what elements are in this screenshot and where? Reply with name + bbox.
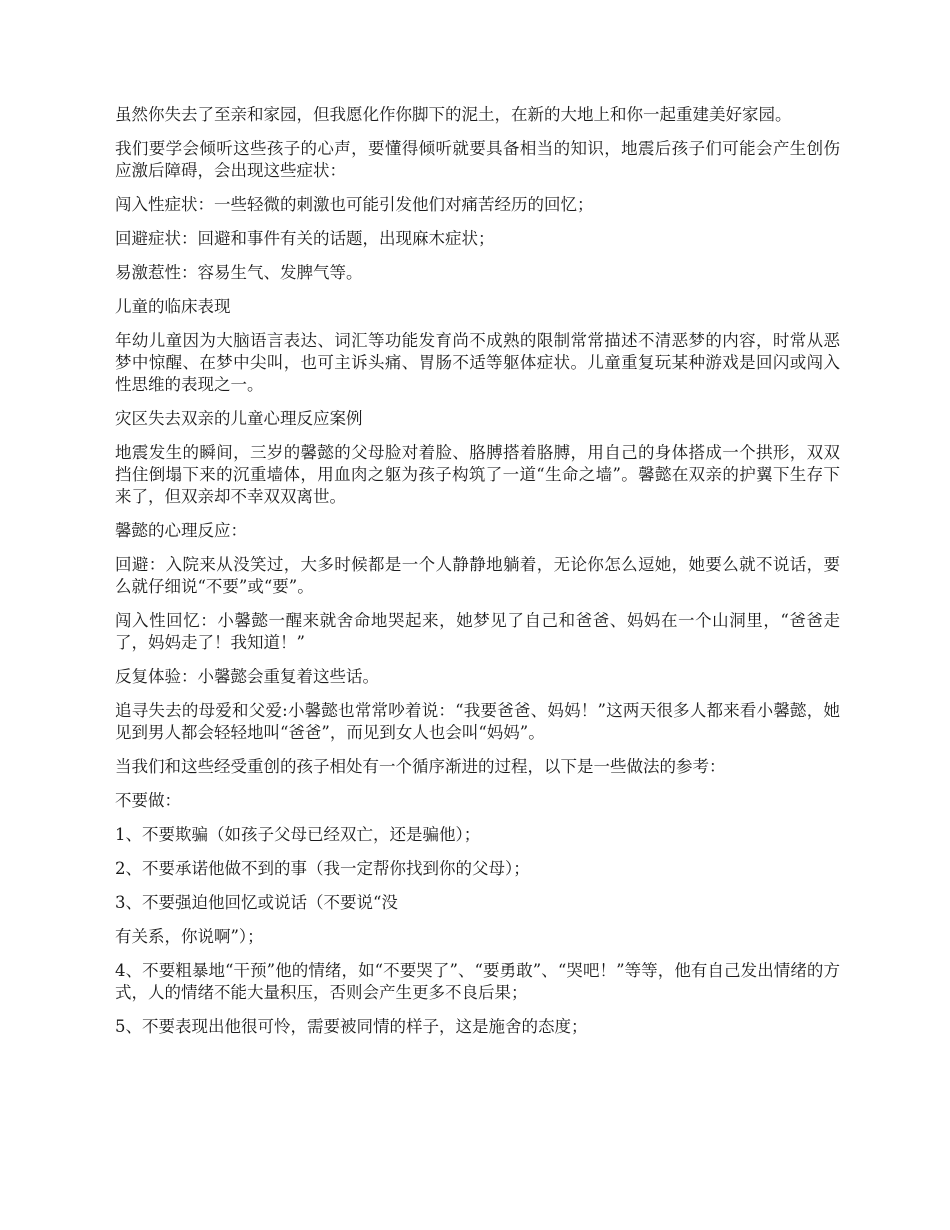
- paragraph: 闯入性症状：一些轻微的刺激也可能引发他们对痛苦经历的回忆；: [115, 195, 594, 214]
- paragraph: 我们要学会倾听这些孩子的心声，要懂得倾听就要具备相当的知识，地震后孩子们可能会产生创伤应激后障碍，会出现这些症状：: [115, 139, 840, 180]
- section-heading: 灾区失去双亲的儿童心理反应案例: [115, 409, 363, 428]
- document-body: [115, 104, 840, 1050]
- paragraph: 馨懿的心理反应：: [115, 521, 247, 540]
- paragraph: 虽然你失去了至亲和家园，但我愿化作你脚下的泥土，在新的大地上和你一起重建美好家园。: [115, 105, 792, 124]
- paragraph: 回避：入院来从没笑过，大多时候都是一个人静静地躺着，无论你怎么逗她，她要么就不说话，要么就仔细说“不要”或“要”。: [115, 555, 840, 596]
- paragraph: 闯入性回忆：小馨懿一醒来就舍命地哭起来，她梦见了自己和爸爸、妈妈在一个山洞里，“爸爸走了，妈妈走了！我知道！”: [115, 611, 840, 652]
- list-item: 1、不要欺骗（如孩子父母已经双亡，还是骗他）；: [115, 825, 481, 844]
- list-item: 3、不要强迫他回忆或说话（不要说“没: [115, 893, 398, 912]
- paragraph: 年幼儿童因为大脑语言表达、词汇等功能发育尚不成熟的限制常常描述不清恶梦的内容，时常从恶梦中惊醒、在梦中尖叫，也可主诉头痛、胃肠不适等躯体症状。儿童重复玩某种游戏是回闪或闯入性思维的表现之一。: [115, 331, 840, 394]
- paragraph: 回避症状：回避和事件有关的话题，出现麻木症状；: [115, 229, 495, 248]
- list-item: 5、不要表现出他很可怜，需要被同情的样子，这是施舍的态度；: [115, 1017, 588, 1036]
- paragraph: 易激惹性：容易生气、发脾气等。: [115, 263, 363, 282]
- paragraph: 追寻失去的母爱和父爱:小馨懿也常常吵着说：“我要爸爸、妈妈！”这两天很多人都来看小馨懿，她见到男人都会轻轻地叫“爸爸”，而见到女人也会叫“妈妈”。: [115, 701, 840, 742]
- paragraph: 不要做：: [115, 791, 181, 810]
- list-item: 2、不要承诺他做不到的事（我一定帮你找到你的父母）；: [115, 859, 530, 878]
- paragraph: 地震发生的瞬间，三岁的馨懿的父母脸对着脸、胳膊搭着胳膊，用自己的身体搭成一个拱形，双双挡住倒塌下来的沉重墙体，用血肉之躯为孩子构筑了一道“生命之墙”。馨懿在双亲的护翼下生存下来了，但双亲却不幸双双离世。: [115, 443, 840, 506]
- paragraph: 当我们和这些经受重创的孩子相处有一个循序渐进的过程，以下是一些做法的参考：: [115, 757, 726, 776]
- list-item-continuation: 有关系，你说啊”）；: [115, 927, 264, 946]
- section-heading: 儿童的临床表现: [115, 297, 231, 316]
- list-item: 4、不要粗暴地“干预”他的情绪，如“不要哭了”、“要勇敢”、“哭吧！”等等，他有自己发出情绪的方式，人的情绪不能大量积压，否则会产生更多不良后果；: [115, 961, 840, 1002]
- paragraph: 反复体验：小馨懿会重复着这些话。: [115, 667, 379, 686]
